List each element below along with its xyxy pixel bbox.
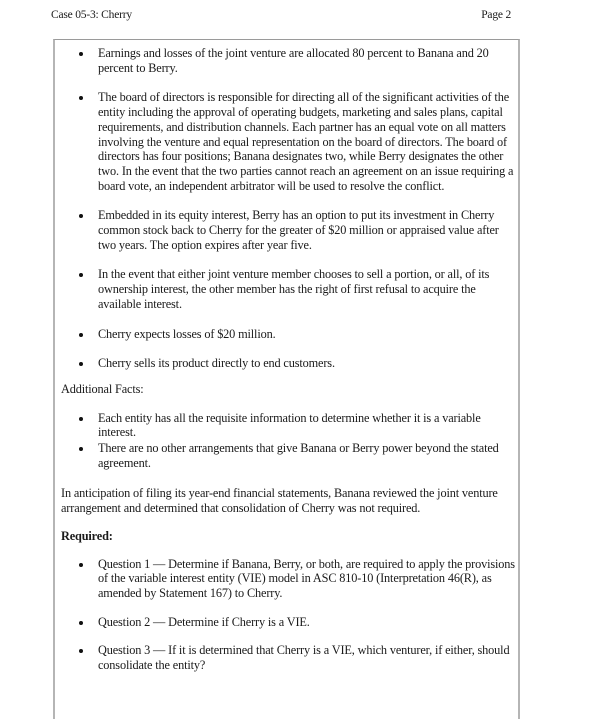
case-title: Case 05-3: Cherry	[51, 9, 132, 21]
additional-fact-text: Each entity has all the requisite information to determine whether it is a variable interest.	[98, 410, 481, 440]
fact-text: Cherry sells its product directly to end customers.	[98, 356, 335, 371]
fact-text: Cherry expects losses of $20 million.	[98, 326, 276, 341]
facts-list	[55, 46, 518, 371]
fact-item	[55, 267, 518, 311]
fact-text: Earnings and losses of the joint venture are allocated 80 percent to Banana and 20 percent to Berry.	[98, 46, 489, 75]
bullet-icon	[79, 52, 83, 56]
conclusion-paragraph: In anticipation of filing its year-end financial statements, Banana reviewed the joint venture arrangement and determined that consolidation of Cherry was not required.	[61, 486, 498, 516]
bullet-icon	[79, 447, 83, 451]
fact-item	[55, 208, 518, 252]
bullet-icon	[79, 362, 83, 366]
bullet-icon	[79, 621, 83, 625]
additional-fact-item	[55, 441, 518, 470]
question-item	[55, 615, 518, 630]
additional-facts-heading: Additional Facts:	[61, 381, 144, 396]
required-questions-list	[55, 557, 518, 673]
fact-text: Embedded in its equity interest, Berry has an option to put its investment in Cherry common stock back to Cherry for the greater of $20 million or appraised value after two years. The option expires after year five.	[98, 208, 499, 252]
additional-facts-list	[55, 411, 518, 471]
bullet-icon	[79, 649, 83, 653]
fact-item	[55, 90, 518, 193]
bullet-icon	[79, 417, 83, 421]
additional-fact-text: There are no other arrangements that give Banana or Berry power beyond the stated agreement.	[98, 441, 499, 470]
fact-item	[55, 356, 518, 371]
question-text: Question 1 — Determine if Banana, Berry, or both, are required to apply the provisions of the variable interest entity (VIE) model in ASC 810-10 (Interpretation 46(R), as amended by Statement 167) to Cherry.	[98, 556, 515, 600]
fact-item	[55, 46, 518, 75]
page-header	[51, 9, 511, 25]
question-text: Question 3 — If it is determined that Cherry is a VIE, which venturer, if either, should consolidate the entity?	[98, 643, 510, 673]
bullet-icon	[79, 214, 83, 218]
fact-item	[55, 327, 518, 342]
question-item	[55, 557, 518, 601]
bullet-icon	[79, 273, 83, 277]
question-text: Question 2 — Determine if Cherry is a VIE.	[98, 614, 310, 629]
bullet-icon	[79, 96, 83, 100]
case-content-box	[53, 39, 520, 719]
bullet-icon	[79, 563, 83, 567]
required-heading: Required:	[61, 528, 113, 543]
page-number: Page 2	[481, 9, 511, 21]
bullet-icon	[79, 333, 83, 337]
fact-text: The board of directors is responsible for directing all of the significant activities of the entity including the approval of operating budgets, marketing and sales plans, capital requirements, and distribution channels. Each partner has an equal vote on all matters involving the venture and equal representation on the board of directors. The board of directors has four positions; Banana designates two, while Berry designates the other two. In the event that the two parties cannot reach an agreement on an issue requiring a board vote, an independent arbitrator will be used to resolve the conflict.	[98, 90, 514, 193]
fact-text: In the event that either joint venture member chooses to sell a portion, or all, of its ownership interest, the other member has the right of first refusal to acquire the available interest.	[98, 267, 490, 311]
additional-fact-item	[55, 411, 518, 440]
question-item	[55, 643, 518, 672]
